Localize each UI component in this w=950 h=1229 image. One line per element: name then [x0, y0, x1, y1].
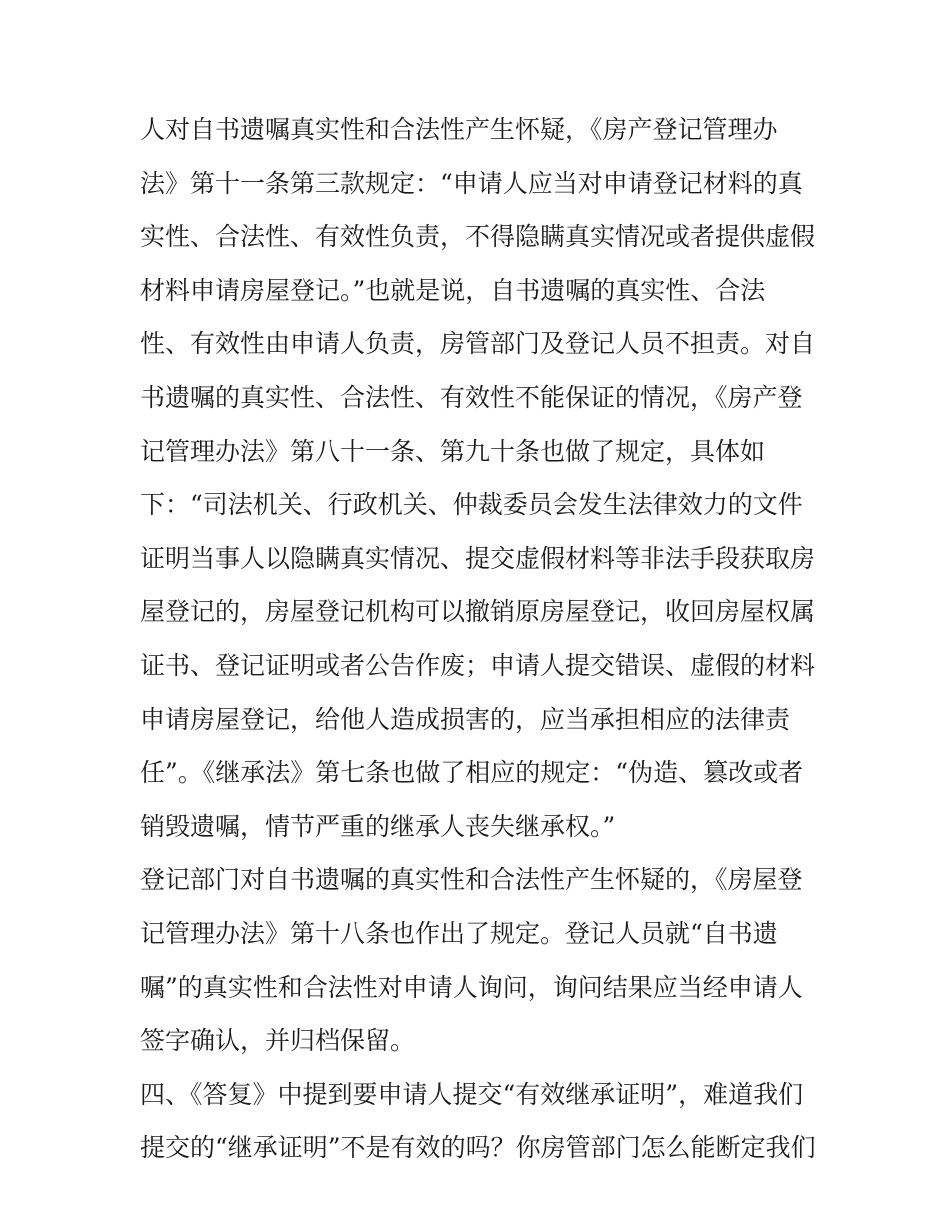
text-line: 人对自书遗嘱真实性和合法性产生怀疑，《房产登记管理办 [140, 115, 778, 144]
text-line: 下：“司法机关、行政机关、仲裁委员会发生法律效力的文件 [140, 490, 803, 520]
text-line: 法》第十一条第三款规定：“申请人应当对申请登记材料的真 [140, 168, 803, 198]
text-line: 四、《答复》中提到要申请人提交“有效继承证明”，难道我们 [140, 1079, 804, 1109]
text-line: 申请房屋登记，给他人造成损害的，应当承担相应的法律责 [140, 704, 791, 734]
text-line: 书遗嘱的真实性、合法性、有效性不能保证的情况，《房产登 [140, 382, 803, 412]
text-line: 嘱”的真实性和合法性对申请人询问，询问结果应当经申请人 [140, 972, 803, 1002]
text-line: 登记部门对自书遗嘱的真实性和合法性产生怀疑的，《房屋登 [140, 865, 803, 895]
text-line: 提交的“继承证明”不是有效的吗？你房管部门怎么能断定我们 [140, 1133, 816, 1163]
text-line: 证明当事人以隐瞒真实情况、提交虚假材料等非法手段获取房 [140, 543, 816, 573]
text-line: 销毁遗嘱，情节严重的继承人丧失继承权。” [140, 811, 616, 841]
text-line: 屋登记的，房屋登记机构可以撤销原房屋登记，收回房屋权属 [140, 597, 816, 627]
text-line: 记管理办法》第十八条也作出了规定。登记人员就“自书遗 [140, 918, 778, 948]
text-line: 签字确认，并归档保留。 [140, 1026, 416, 1056]
text-line: 证书、登记证明或者公告作废；申请人提交错误、虚假的材料 [140, 650, 816, 680]
text-line: 任”。《继承法》第七条也做了相应的规定：“伪造、篡改或者 [140, 758, 804, 788]
document-body [140, 103, 820, 1175]
text-line: 记管理办法》第八十一条、第九十条也做了规定，具体如 [140, 436, 766, 466]
text-line: 性、有效性由申请人负责，房管部门及登记人员不担责。对自 [140, 329, 816, 359]
text-line: 材料申请房屋登记。”也就是说，自书遗嘱的真实性、合法 [140, 275, 766, 305]
text-line: 实性、合法性、有效性负责，不得隐瞒真实情况或者提供虚假 [140, 222, 816, 252]
